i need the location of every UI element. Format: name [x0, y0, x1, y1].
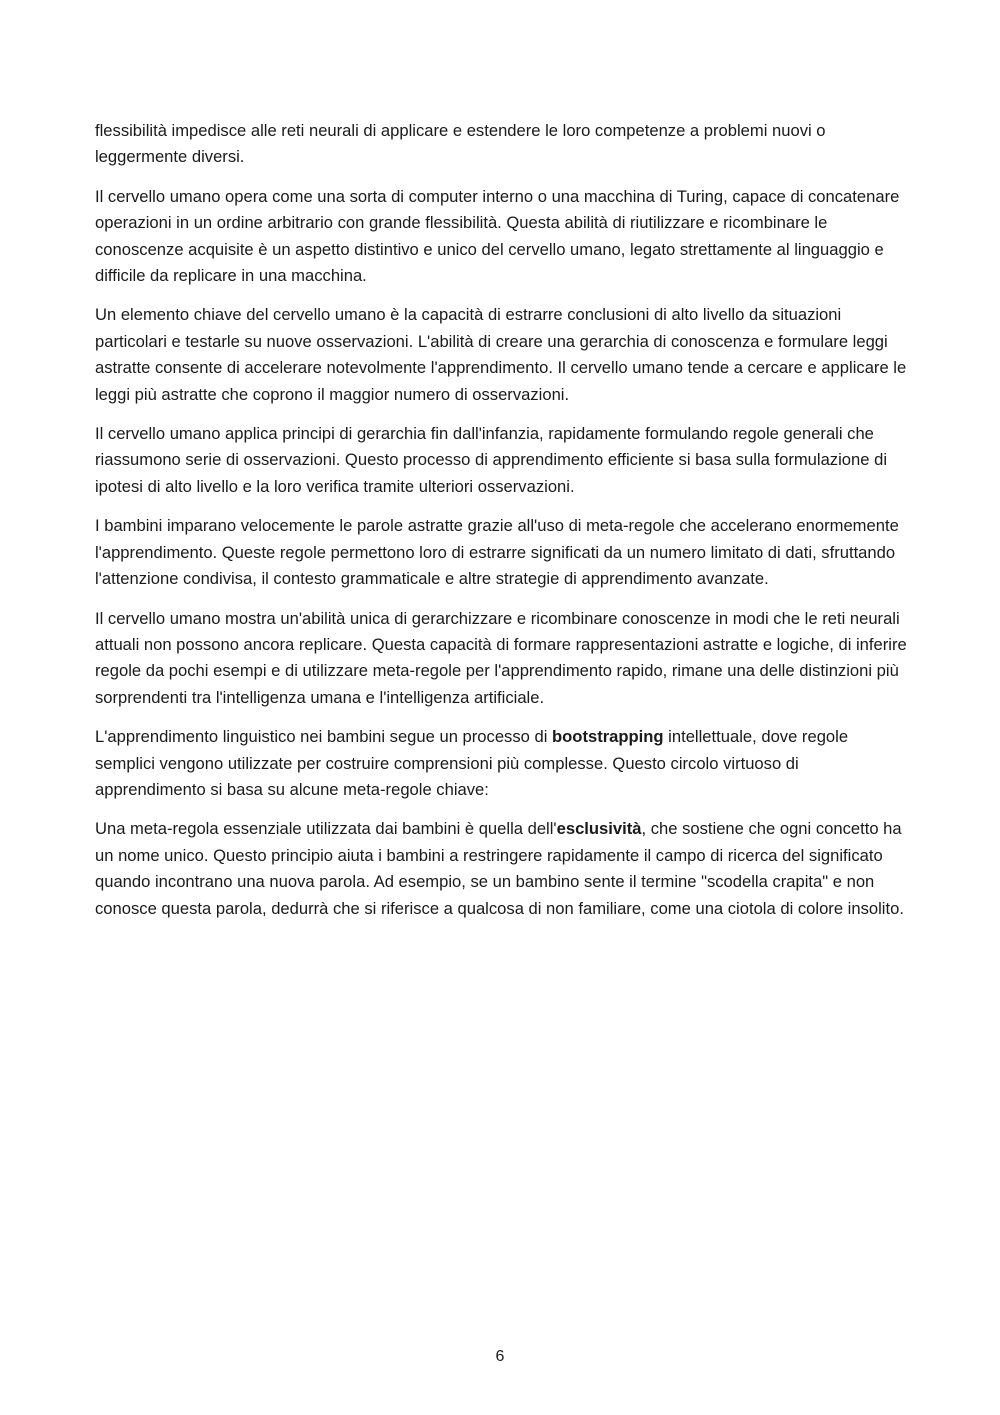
- paragraph: Il cervello umano applica principi di gerarchia fin dall'infanzia, rapidamente formulando regole generali che riassumono serie di osservazioni. Questo processo di apprendimento efficiente si basa sulla formulazione di ipotesi di alto livello e la loro verifica tramite ulteriori osservazioni.: [95, 424, 888, 496]
- paragraph: Il cervello umano mostra un'abilità unica di gerarchizzare e ricombinare conoscenze in modi che le reti neurali attuali non possono ancora replicare. Questa capacità di formare rappresentazioni astratte e logiche, di inferire regole da pochi esempi e di utilizzare meta-regole per l'apprendimento rapido, rimane una delle distinzioni più sorprendenti tra l'intelligenza umana e l'intelligenza artificiale.: [95, 608, 907, 707]
- paragraph: Il cervello umano opera come una sorta di computer interno o una macchina di Turing, capace di concatenare operazioni in un ordine arbitrario con grande flessibilità. Questa abilità di riutilizzare e ricombinare le conoscenze acquisite è un aspetto distintivo e unico del cervello umano, legato strettamente al linguaggio e difficile da replicare in una macchina.: [95, 186, 900, 286]
- paragraph-text: Una meta-regola essenziale utilizzata dai bambini è quella dell': [95, 819, 557, 839]
- paragraph: flessibilità impedisce alle reti neurali di applicare e estendere le loro competenze a problemi nuovi o leggermente diversi.: [95, 121, 826, 167]
- paragraph-text: L'apprendimento linguistico nei bambini segue un processo di: [95, 727, 553, 747]
- page-number: 6: [495, 1348, 505, 1365]
- page-body: [95, 118, 910, 935]
- paragraph-text: intellettuale, dove regole semplici vengono utilizzate per costruire comprensioni più complesse. Questo circolo virtuoso di apprendimento si basa su alcune meta-regole chiave:: [95, 727, 849, 799]
- bold-term: bootstrapping: [552, 727, 664, 747]
- paragraph: [95, 816, 910, 922]
- bold-term: esclusività: [556, 819, 642, 839]
- paragraph: [95, 724, 910, 803]
- paragraph-text: , che sostiene che ogni concetto ha un nome unico. Questo principio aiuta i bambini a restringere rapidamente il campo di ricerca del significato quando incontrano una nuova parola. Ad esempio, se un bambino sente il termine "scodella crapita" e non conosce questa parola, dedurrà che si riferisce a qualcosa di non familiare, come una ciotola di colore insolito.: [95, 819, 904, 918]
- paragraph: I bambini imparano velocemente le parole astratte grazie all'uso di meta-regole che accelerano enormemente l'apprendimento. Queste regole permettono loro di estrarre significati da un numero limitato di dati, sfruttando l'attenzione condivisa, il contesto grammaticale e altre strategie di apprendimento avanzate.: [95, 516, 899, 589]
- paragraph: Un elemento chiave del cervello umano è la capacità di estrarre conclusioni di alto livello da situazioni particolari e testarle su nuove osservazioni. L'abilità di creare una gerarchia di conoscenza e formulare leggi astratte consente di accelerare notevolmente l'apprendimento. Il cervello umano tende a cercare e applicare le leggi più astratte che coprono il maggior numero di osservazioni.: [95, 305, 907, 404]
